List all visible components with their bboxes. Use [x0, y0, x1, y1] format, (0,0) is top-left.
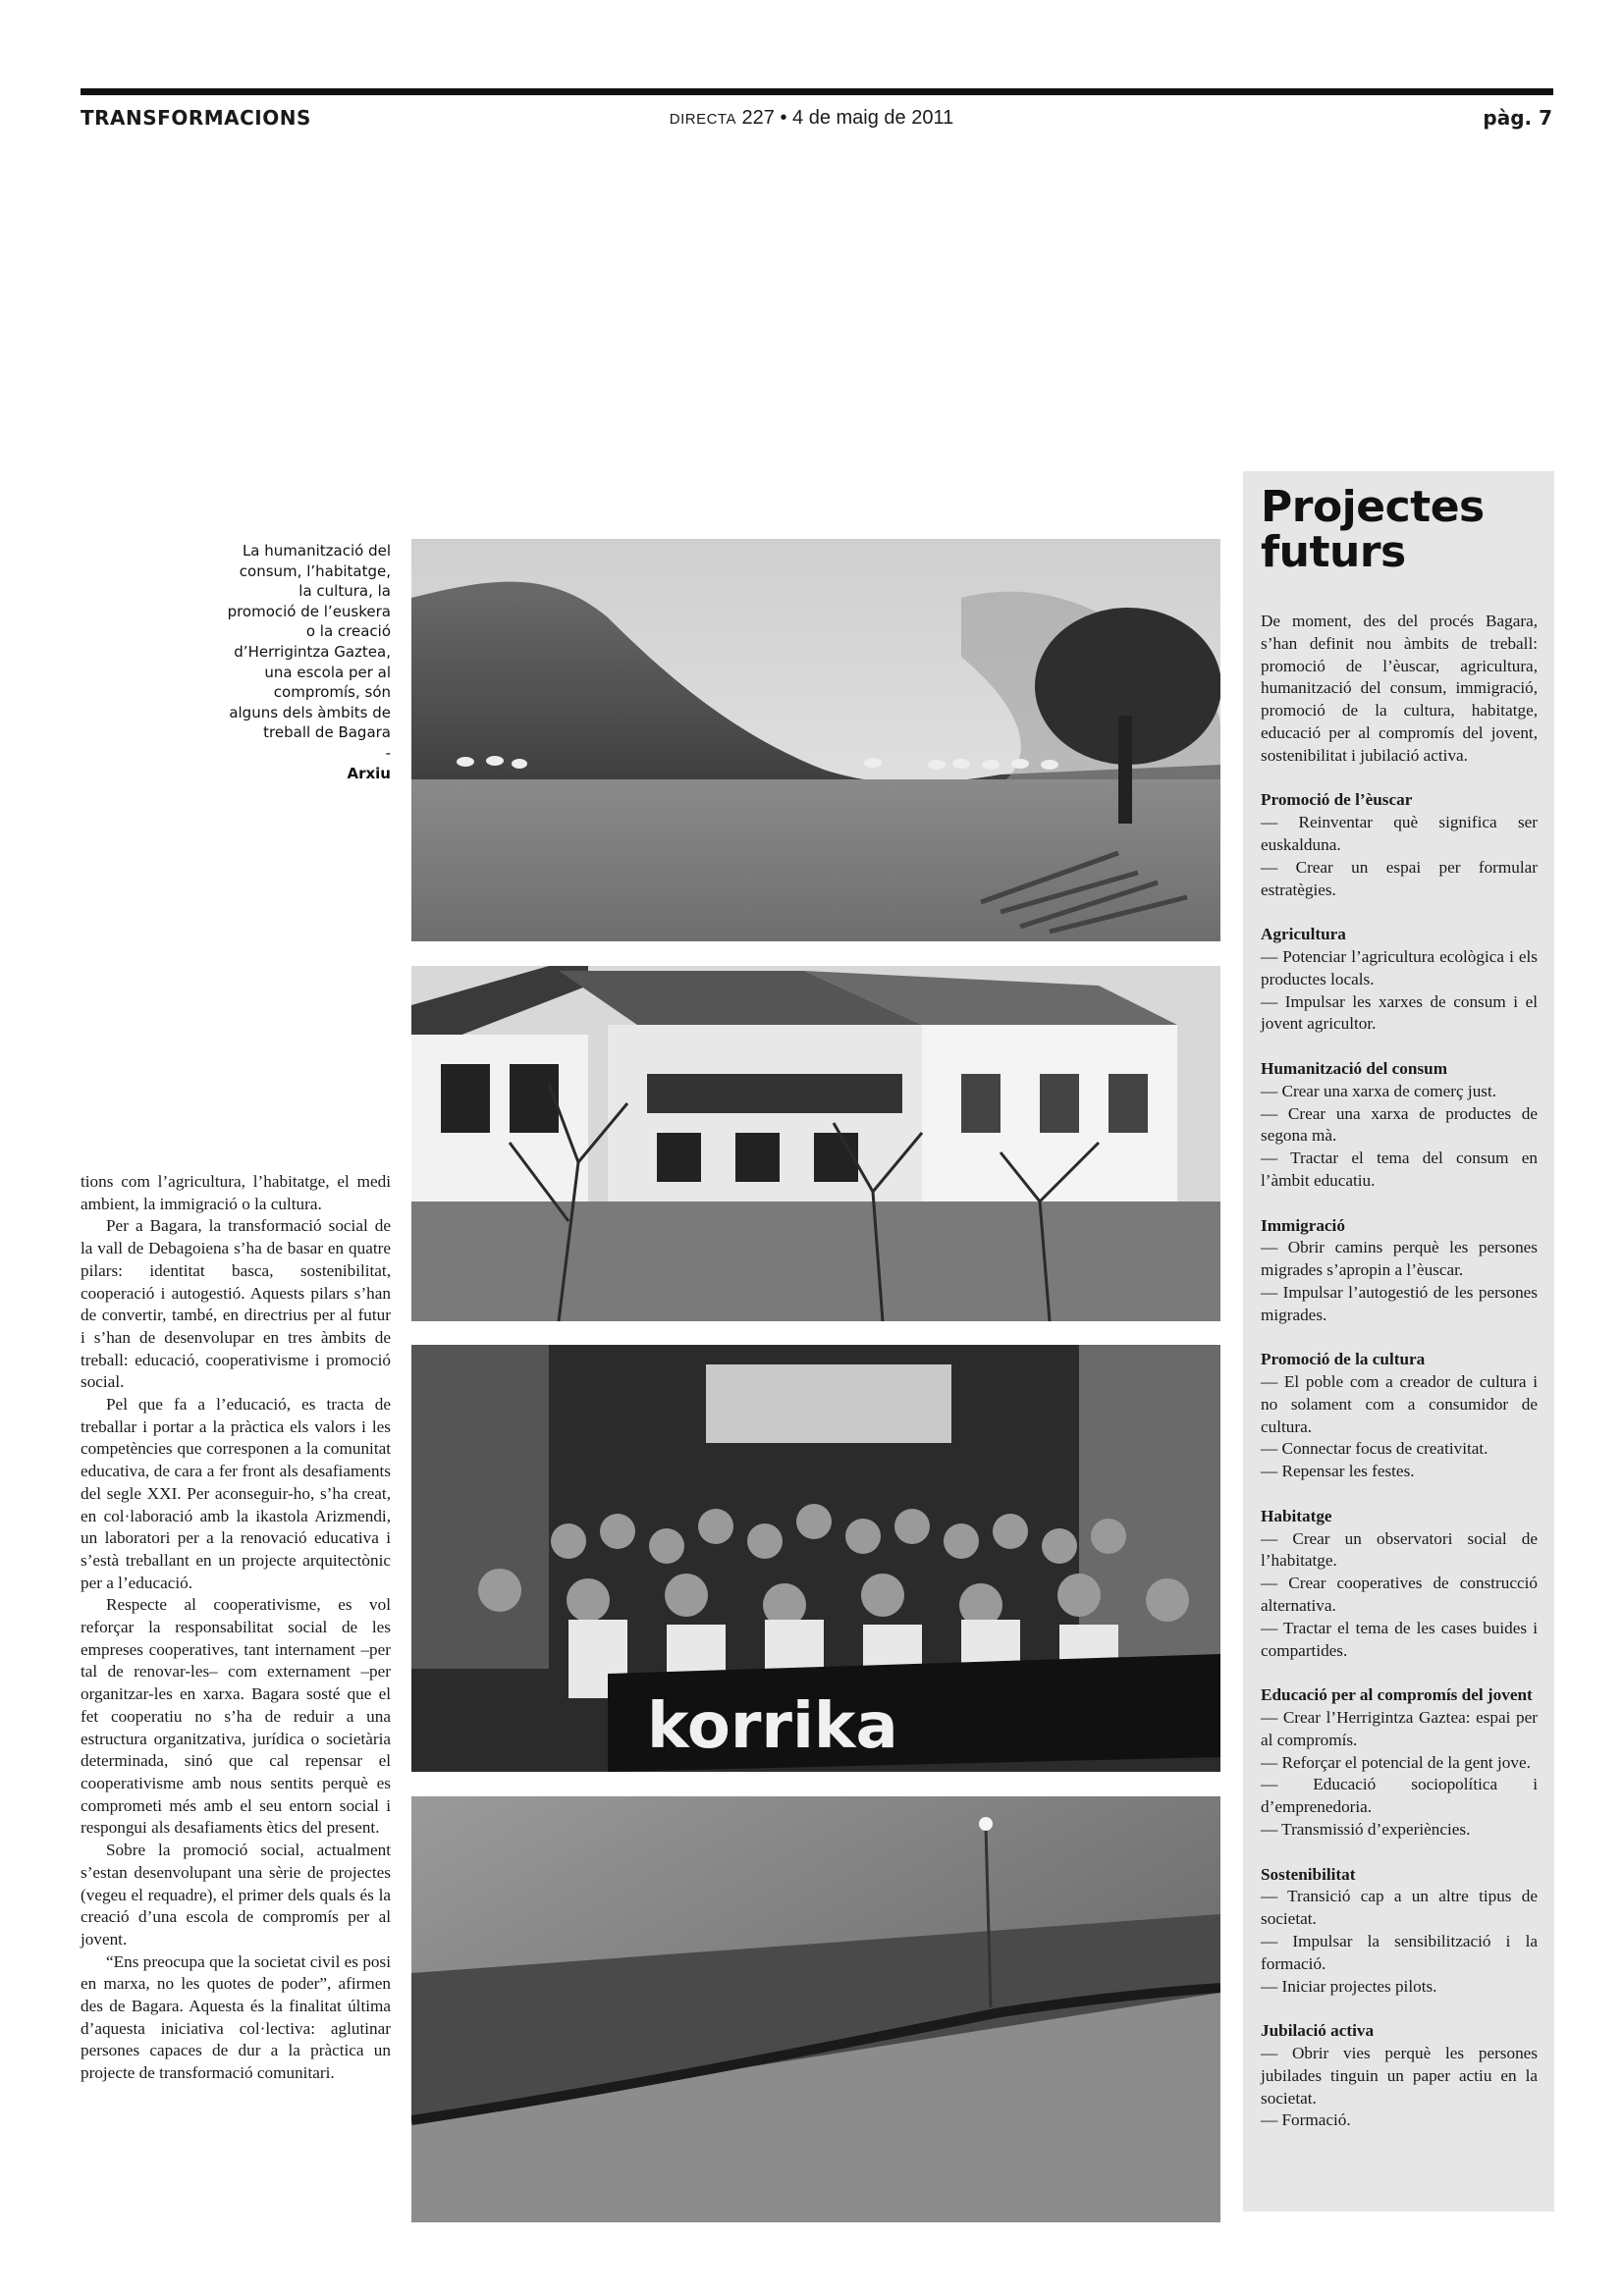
sidebar-section-title: Habitatge	[1261, 1506, 1332, 1525]
caption-text: La humanització del consum, l’habitatge, la cultura, la promoció de l’euskera o la creació d’Herrigintza Gaztea, una escola per al compromís, són alguns dels àmbits de treball de Bagara	[227, 542, 391, 742]
sidebar-body	[1261, 611, 1538, 2132]
body-paragraph: Respecte al cooperativisme, es vol reforçar la responsabilitat social de les empreses cooperatives, tant internament –per tal de renovar-les– com externament –per organitzar-les en xarxa. Bagara sosté que el fet cooperatiu no s’ha de reduir a una estructura organitzativa, jurídica o societària determinada, sinó que cal repensar el cooperativisme amb nous sentits perquè es comprometi més amb el seu entorn social i respongui als desafiaments ètics del present.	[81, 1595, 391, 1838]
sidebar-item: — Impulsar la sensibilització i la formació.	[1261, 1932, 1538, 1973]
section-title: TRANSFORMACIONS	[81, 106, 311, 130]
photo-caption	[226, 541, 391, 783]
sidebar-item: — Connectar focus de creativitat.	[1261, 1439, 1488, 1459]
sidebar-item: — Transmissió d’experiències.	[1261, 1820, 1471, 1840]
sidebar-item: — Iniciar projectes pilots.	[1261, 1976, 1437, 1996]
sidebar-section	[1261, 1215, 1538, 1327]
sidebar-section	[1261, 924, 1538, 1036]
sidebar-section	[1261, 1864, 1538, 1999]
photo-credit: Arxiu	[347, 764, 391, 782]
body-paragraph: “Ens preocupa que la societat civil es posi en marxa, no les quotes de poder”, afirmen des de Bagara. Aquesta és la finalitat última d’aquesta iniciativa col·lectiva: aglutinar persones capaces de dur a la pràctica un projecte de transformació comunitari.	[81, 1951, 391, 2083]
sidebar-item: — Educació sociopolítica i d’emprenedoria.	[1261, 1775, 1538, 1817]
caption-dash: -	[385, 743, 391, 762]
sidebar-item: — Reforçar el potencial de la gent jove.	[1261, 1752, 1531, 1772]
photo-flower-in-crack	[411, 1796, 1220, 2222]
header-rule	[81, 88, 1553, 95]
sidebar-item: — El poble com a creador de cultura i no solament com a consumidor de cultura.	[1261, 1372, 1538, 1436]
sidebar-box	[1243, 471, 1554, 2212]
body-paragraph: Pel que fa a l’educació, es tracta de treballar i portar a la pràctica els valors i les competències que corresponen a la comunitat educativa, de cara a fer front als desafiaments del segle XXI. Per aconseguir-ho, s’ha creat, en col·laboració amb la ikastola Arizmendi, un laboratori per a la renovació educativa i s’està treballant en un projecte arquitectònic per a l’educació.	[81, 1395, 391, 1592]
sidebar-item: — Tractar el tema de les cases buides i compartides.	[1261, 1618, 1538, 1660]
photo-korrika-crowd	[411, 1345, 1220, 1772]
article-body	[81, 1171, 391, 2085]
publication-info	[0, 104, 1623, 133]
sidebar-section	[1261, 1506, 1538, 1663]
sidebar-section	[1261, 1684, 1538, 1842]
sidebar-item: — Formació.	[1261, 2110, 1351, 2130]
sidebar-section	[1261, 1349, 1538, 1483]
publication-name: DIRECTA	[669, 111, 736, 128]
sidebar-item: — Potenciar l’agricultura ecològica i els productes locals.	[1261, 946, 1538, 988]
sidebar-section-title: Jubilació activa	[1261, 2021, 1375, 2041]
sidebar-section	[1261, 1058, 1538, 1193]
sidebar-title-line1: Projectes	[1261, 482, 1485, 532]
sidebar-intro: De moment, des del procés Bagara, s’han definit nou àmbits de treball: promoció de l’èuscar, agricultura, humanització del consum, immigració, promoció de la cultura, habitatge, educació per al compromís del jovent, sostenibilitat i jubilació activa.	[1261, 612, 1538, 765]
sidebar-section-title: Immigració	[1261, 1215, 1345, 1235]
sidebar-item: — Crear cooperatives de construcció alternativa.	[1261, 1574, 1538, 1616]
page-number: pàg. 7	[1483, 106, 1552, 130]
sidebar-item: — Crear una xarxa de comerç just.	[1261, 1081, 1497, 1100]
sidebar-section-title: Humanització del consum	[1261, 1058, 1448, 1078]
sidebar-item: — Crear una xarxa de productes de segona mà.	[1261, 1103, 1538, 1146]
body-paragraph: tions com l’agricultura, l’habitatge, el medi ambient, la immigració o la cultura.	[81, 1172, 391, 1213]
sidebar-item: — Tractar el tema del consum en l’àmbit educatiu.	[1261, 1148, 1538, 1190]
sidebar-title	[1261, 482, 1545, 577]
sidebar-section-title: Promoció de l’èuscar	[1261, 790, 1413, 810]
body-paragraph: Sobre la promoció social, actualment s’estan desenvolupant una sèrie de projectes (vegeu el requadre), el primer dels quals és la creació d’una escola de compromís per al jovent.	[81, 1841, 391, 1949]
sidebar-item: — Obrir vies perquè les persones jubilades tinguin un paper actiu en la societat.	[1261, 2044, 1538, 2108]
sidebar-item: — Obrir camins perquè les persones migrades s’apropin a l’èuscar.	[1261, 1238, 1538, 1280]
body-paragraph: Per a Bagara, la transformació social de la vall de Debagoiena s’ha de basar en quatre pilars: identitat basca, sostenibilitat, cooperació i autogestió. Aquests pilars s’han de convertir, també, en directrius per al futur i s’han de desenvolupar en tres àmbits de treball: educació, cooperativisme i promoció social.	[81, 1216, 391, 1392]
sidebar-title-line2: futurs	[1261, 527, 1406, 577]
sidebar-item: — Reinventar què significa ser euskalduna.	[1261, 813, 1538, 854]
issue-and-date: 227 • 4 de maig de 2011	[741, 107, 954, 129]
sidebar-section-title: Agricultura	[1261, 925, 1346, 944]
sidebar-item: — Transició cap a un altre tipus de societat.	[1261, 1887, 1538, 1929]
sidebar-item: — Repensar les festes.	[1261, 1462, 1415, 1481]
sidebar-item: — Crear l’Herrigintza Gaztea: espai per al compromís.	[1261, 1708, 1538, 1749]
sidebar-section-title: Educació per al compromís del jovent	[1261, 1685, 1533, 1705]
sidebar-section	[1261, 2020, 1538, 2132]
photo-mountain-meadow	[411, 539, 1220, 941]
sidebar-item: — Crear un observatori social de l’habitatge.	[1261, 1528, 1538, 1571]
sidebar-section-title: Sostenibilitat	[1261, 1864, 1356, 1884]
korrika-banner-text: korrika	[647, 1690, 898, 1763]
sidebar-item: — Crear un espai per formular estratègies.	[1261, 857, 1538, 899]
sidebar-section	[1261, 789, 1538, 901]
sidebar-item: — Impulsar l’autogestió de les persones migrades.	[1261, 1282, 1538, 1324]
photo-village-houses	[411, 966, 1220, 1321]
sidebar-item: — Impulsar les xarxes de consum i el jovent agricultor.	[1261, 991, 1538, 1034]
sidebar-section-title: Promoció de la cultura	[1261, 1350, 1426, 1369]
